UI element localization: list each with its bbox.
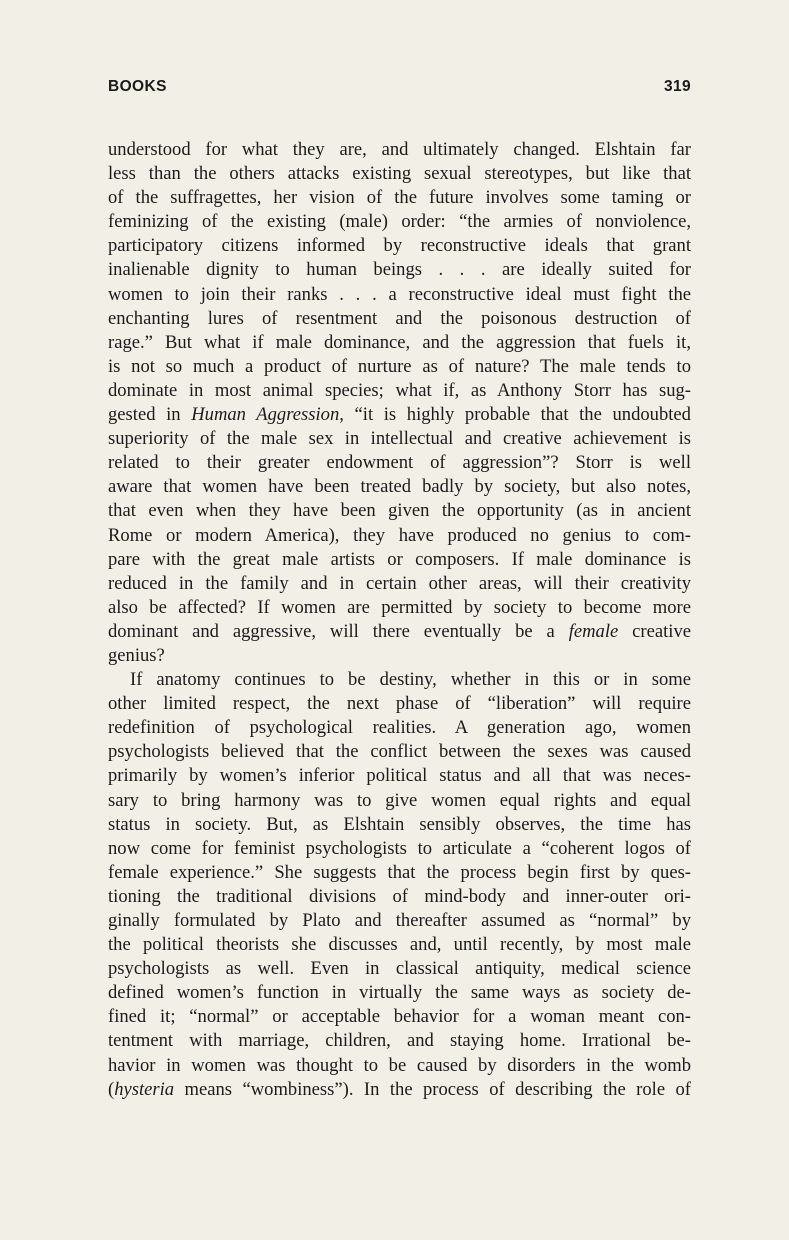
text-line: dominant and aggressive, will there eventually be a female creative xyxy=(108,620,691,642)
text-line: less than the others attacks existing sexual stereotypes, but like that xyxy=(108,163,691,185)
text-line: that even when they have been given the opportunity (as in ancient xyxy=(108,500,691,522)
text-line: other limited respect, the next phase of “liberation” will require xyxy=(108,693,691,715)
text-line: havior in women was thought to be caused by disorders in the womb xyxy=(108,1054,691,1076)
text-line: enchanting lures of resentment and the poisonous destruction of xyxy=(108,307,691,329)
text-line: female experience.” She suggests that the process begin first by ques- xyxy=(108,861,691,883)
text-line: is not so much a product of nurture as of nature? The male tends to xyxy=(108,355,691,377)
text-line: gested in Human Aggression, “it is highly probable that the undoubted xyxy=(108,404,691,426)
text-line: dominate in most animal species; what if, as Anthony Storr has sug- xyxy=(108,379,691,401)
text-line: psychologists as well. Even in classical antiquity, medical science xyxy=(108,958,691,980)
text-line: status in society. But, as Elshtain sensibly observes, the time has xyxy=(108,813,691,835)
text-line: defined women’s function in virtually the same ways as society de- xyxy=(108,982,691,1004)
text-line: (hysteria means “wombiness”). In the process of describing the role of xyxy=(108,1078,691,1100)
text-line: genius? xyxy=(108,644,165,666)
text-line: reduced in the family and in certain other areas, will their creativity xyxy=(108,572,691,594)
text-line: women to join their ranks . . . a reconstructive ideal must fight the xyxy=(108,283,691,305)
text-line: tioning the traditional divisions of mind-body and inner-outer ori- xyxy=(108,885,691,907)
text-line: pare with the great male artists or composers. If male dominance is xyxy=(108,548,691,570)
text-line: primarily by women’s inferior political status and all that was neces- xyxy=(108,765,691,787)
text-line: participatory citizens informed by reconstructive ideals that grant xyxy=(108,235,691,257)
text-line: also be affected? If women are permitted by society to become more xyxy=(108,596,691,618)
page-number: 319 xyxy=(663,78,691,95)
text-line: inalienable dignity to human beings . . . are ideally suited for xyxy=(108,259,691,281)
text-line: If anatomy continues to be destiny, whether in this or in some xyxy=(130,669,691,691)
body-text xyxy=(108,138,691,1102)
text-line: redefinition of psychological realities. A generation ago, women xyxy=(108,717,691,739)
text-line: Rome or modern America), they have produced no genius to com- xyxy=(108,524,691,546)
running-header xyxy=(108,78,691,96)
italic-term: hysteria xyxy=(114,1078,175,1100)
text-line: psychologists believed that the conflict between the sexes was caused xyxy=(108,741,691,763)
text-line: rage.” But what if male dominance, and the aggression that fuels it, xyxy=(108,331,691,353)
text-line: now come for feminist psychologists to articulate a “coherent logos of xyxy=(108,837,691,859)
text-line: related to their greater endowment of aggression”? Storr is well xyxy=(108,452,691,474)
section-title: BOOKS xyxy=(108,78,167,95)
italic-term: Human Aggression, xyxy=(191,404,344,426)
text-line: of the suffragettes, her vision of the future involves some taming or xyxy=(108,187,691,209)
text-line: superiority of the male sex in intellectual and creative achievement is xyxy=(108,428,691,450)
italic-term: female xyxy=(568,620,619,642)
text-line: the political theorists she discusses and, until recently, by most male xyxy=(108,934,691,956)
text-line: feminizing of the existing (male) order: “the armies of nonviolence, xyxy=(108,211,691,233)
text-line: understood for what they are, and ultimately changed. Elshtain far xyxy=(108,139,691,160)
text-line: tentment with marriage, children, and staying home. Irrational be- xyxy=(108,1030,691,1052)
text-line: aware that women have been treated badly by society, but also notes, xyxy=(108,476,691,498)
text-line: sary to bring harmony was to give women equal rights and equal xyxy=(108,789,691,811)
text-line: fined it; “normal” or acceptable behavior for a woman meant con- xyxy=(108,1006,691,1028)
text-line: ginally formulated by Plato and thereafter assumed as “normal” by xyxy=(108,910,691,931)
